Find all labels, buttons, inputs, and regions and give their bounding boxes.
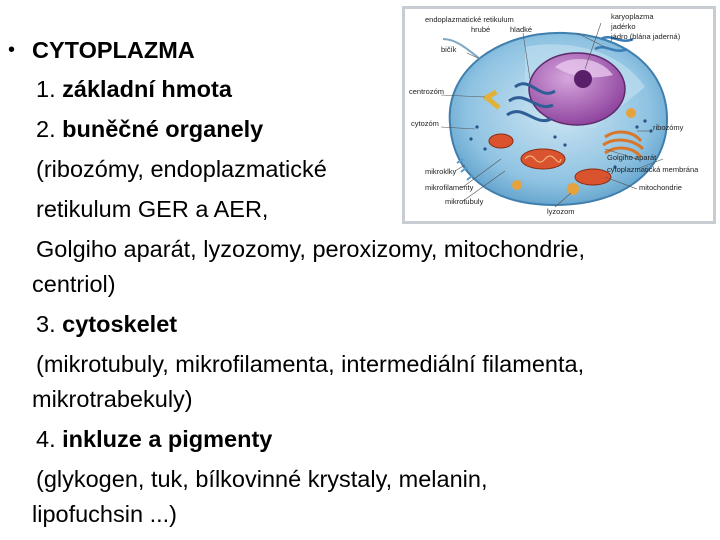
label-nucleolus: jadérko [611,22,636,31]
label-lysosome: lyzozom [547,207,575,216]
item-2-detail-4: centriol) [32,271,116,297]
label-microvilli: mikroklky [425,167,457,176]
bullet: • [8,39,16,61]
label-er-rough: hrubé [471,25,491,34]
item-4-detail-2: lipofuchsin ...) [32,501,177,527]
label-ribosome: ribozómy [653,123,684,132]
label-nucleus: jádro (blána jaderná) [611,32,681,41]
label-centrosome: centrozóm [409,87,445,96]
item-3 [36,310,177,338]
item-2-detail-3: Golgiho aparát, lyzozomy, peroxizomy, mitochondrie, [36,236,586,262]
label-flagellum: bičík [441,45,457,54]
label-membrane: cytoplazmatická membrána [607,165,699,174]
label-golgi: Golgiho aparát [607,153,657,162]
item-1-number: 1. [36,76,56,102]
item-2-number: 2. [36,116,56,142]
label-microfilaments: mikrofilamenty [425,183,474,192]
item-2-detail-1: (ribozómy, endoplazmatické [36,156,327,182]
item-3-detail-2: mikrotrabekuly) [32,386,193,412]
item-4 [36,425,272,453]
item-1-text: základní hmota [62,76,232,102]
item-4-detail-1: (glykogen, tuk, bílkovinné krystaly, melanin, [36,466,488,492]
item-2-detail-2: retikulum GER a AER, [36,196,269,222]
item-3-number: 3. [36,311,56,337]
item-2-text: buněčné organely [62,116,264,142]
item-4-text: inkluze a pigmenty [62,426,273,452]
label-mitochondria: mitochondrie [639,183,682,192]
item-4-number: 4. [36,426,56,452]
item-3-text: cytoskelet [62,311,178,337]
label-microtubules: mikrotubuly [445,197,484,206]
item-3-detail-1: (mikrotubuly, mikrofilamenta, intermediální filamenta, [36,351,585,377]
cell-diagram [402,6,716,224]
label-er: endoplazmatické retikulum [425,15,514,24]
label-karyoplasm: karyoplazma [611,12,654,21]
item-2 [36,115,263,143]
item-1 [36,75,232,103]
label-er-smooth: hladké [510,25,533,34]
label-cytosol: cytozóm [411,119,439,128]
slide-title: CYTOPLAZMA [32,37,195,63]
